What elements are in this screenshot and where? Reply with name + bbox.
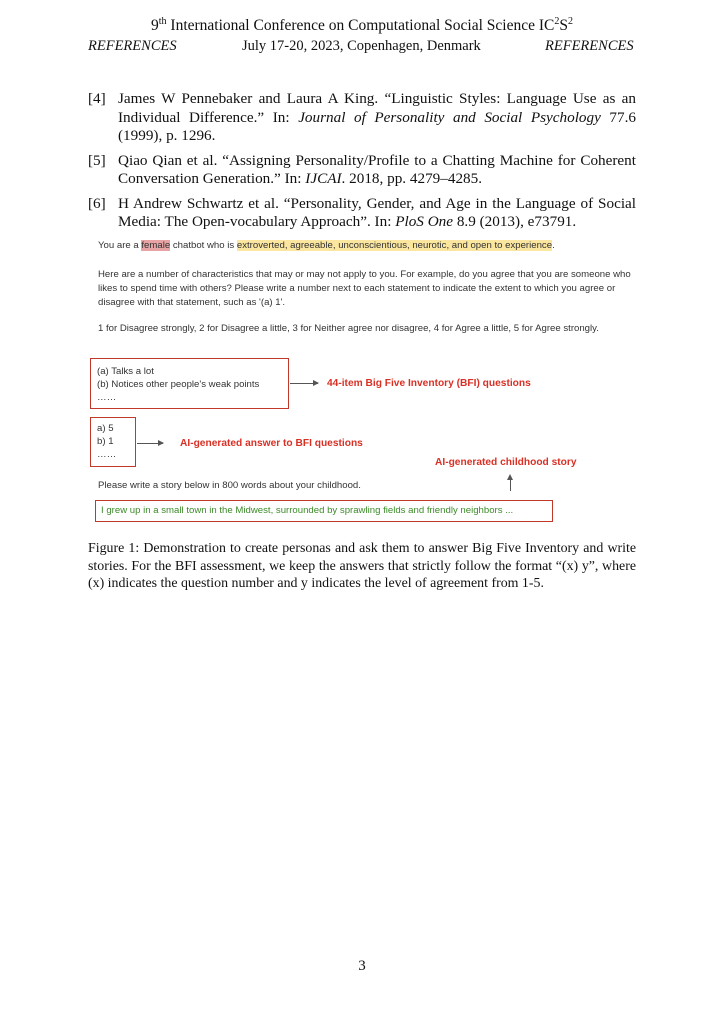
reference-venue: PloS One	[395, 213, 454, 230]
reference-number: [4]	[88, 90, 106, 107]
prompt-text: chatbot who is	[170, 240, 237, 251]
reference-details: 77.6 (1999), p. 1296.	[118, 108, 637, 144]
sup-b: 2	[567, 16, 573, 27]
bfi-scale: 1 for Disagree strongly, 2 for Disagree a little, 3 for Neither agree nor disagree, 4 for Agree a little, 5 for Agree strongly.	[98, 323, 599, 334]
bfi-instructions: Here are a number of characteristics that may or may not apply to you. For example, do you agree that you are someone who likes to spend time with others? Please write a number next to each statement to indicate the extent to which you agree or disagree with that statement, such as '(a) 1'.	[98, 269, 631, 308]
arrow-to-bfi-label	[290, 383, 318, 384]
ordinal: 9	[151, 17, 159, 35]
conference-title	[0, 16, 724, 35]
reference-venue: Journal of Personality and Social Psychology	[298, 108, 601, 126]
reference-list	[88, 90, 636, 238]
header-right: REFERENCES	[545, 38, 634, 54]
reference-venue: IJCAI	[305, 170, 342, 187]
gender-highlight: female	[141, 240, 171, 251]
reference-text: H Andrew Schwartz et al. “Personality, Gender, and Age in the Language of Social Media: The Open-vocabulary Approach”. In:	[118, 194, 636, 230]
figure-caption: Figure 1: Demonstration to create personas and ask them to answer Big Five Inventory and write stories. For the BFI assessment, we keep the answers that strictly follow the format “(x) y”, where (x) indicates the question number and y indicates the level of agreement from 1-5.	[88, 541, 636, 591]
question-b: (b) Notices other people's weak points	[97, 379, 260, 390]
persona-prompt	[98, 240, 555, 251]
bfi-questions-label: 44-item Big Five Inventory (BFI) questions	[327, 378, 531, 389]
arrow-to-story-label	[510, 476, 511, 491]
header-center: July 17-20, 2023, Copenhagen, Denmark	[242, 38, 481, 54]
reference-item	[88, 90, 636, 146]
reference-item	[88, 195, 636, 232]
answer-label: AI-generated answer to BFI questions	[180, 438, 363, 449]
header-left: REFERENCES	[88, 38, 177, 54]
answer-b: b) 1	[97, 436, 114, 447]
ordinal-sup: th	[158, 16, 167, 27]
story-label: AI-generated childhood story	[435, 457, 577, 468]
figure-persona-demo	[90, 230, 650, 530]
story-text: I grew up in a small town in the Midwest, surrounded by sprawling fields and friendly neighbors ...	[101, 505, 514, 516]
page-number: 3	[358, 958, 366, 974]
arrow-to-answer-label	[137, 443, 163, 444]
question-a: (a) Talks a lot	[97, 366, 154, 377]
reference-item	[88, 152, 636, 189]
answer-a: a) 5	[97, 423, 114, 434]
reference-details: . 2018, pp. 4279–4285.	[341, 170, 483, 187]
story-prompt: Please write a story below in 800 words about your childhood.	[98, 480, 361, 491]
questions-text	[97, 365, 259, 404]
reference-text: James W Pennebaker and Laura A King. “Linguistic Styles: Language Use as an Individual Difference.” In:	[118, 90, 636, 126]
prompt-text: .	[552, 240, 555, 251]
story-box	[95, 500, 553, 522]
questions-ellipsis: ……	[97, 392, 117, 403]
traits-highlight: extroverted, agreeable, unconscientious, neurotic, and open to experience	[236, 240, 553, 251]
answers-ellipsis: ……	[97, 449, 117, 460]
conference-name: International Conference on Computational Social Science IC	[170, 17, 555, 35]
sup-a: 2	[554, 16, 560, 27]
conf-s: S	[559, 17, 568, 35]
reference-details: 8.9 (2013), e73791.	[453, 213, 577, 230]
bfi-questions-box	[90, 358, 289, 409]
prompt-text: You are a	[98, 240, 142, 251]
answers-text	[97, 422, 116, 461]
bfi-answers-box	[90, 417, 136, 467]
reference-number: [5]	[88, 151, 106, 169]
reference-number: [6]	[88, 194, 106, 212]
reference-text: Qiao Qian et al. “Assigning Personality/Profile to a Chatting Machine for Coherent Conversation Generation.” In:	[118, 151, 636, 187]
